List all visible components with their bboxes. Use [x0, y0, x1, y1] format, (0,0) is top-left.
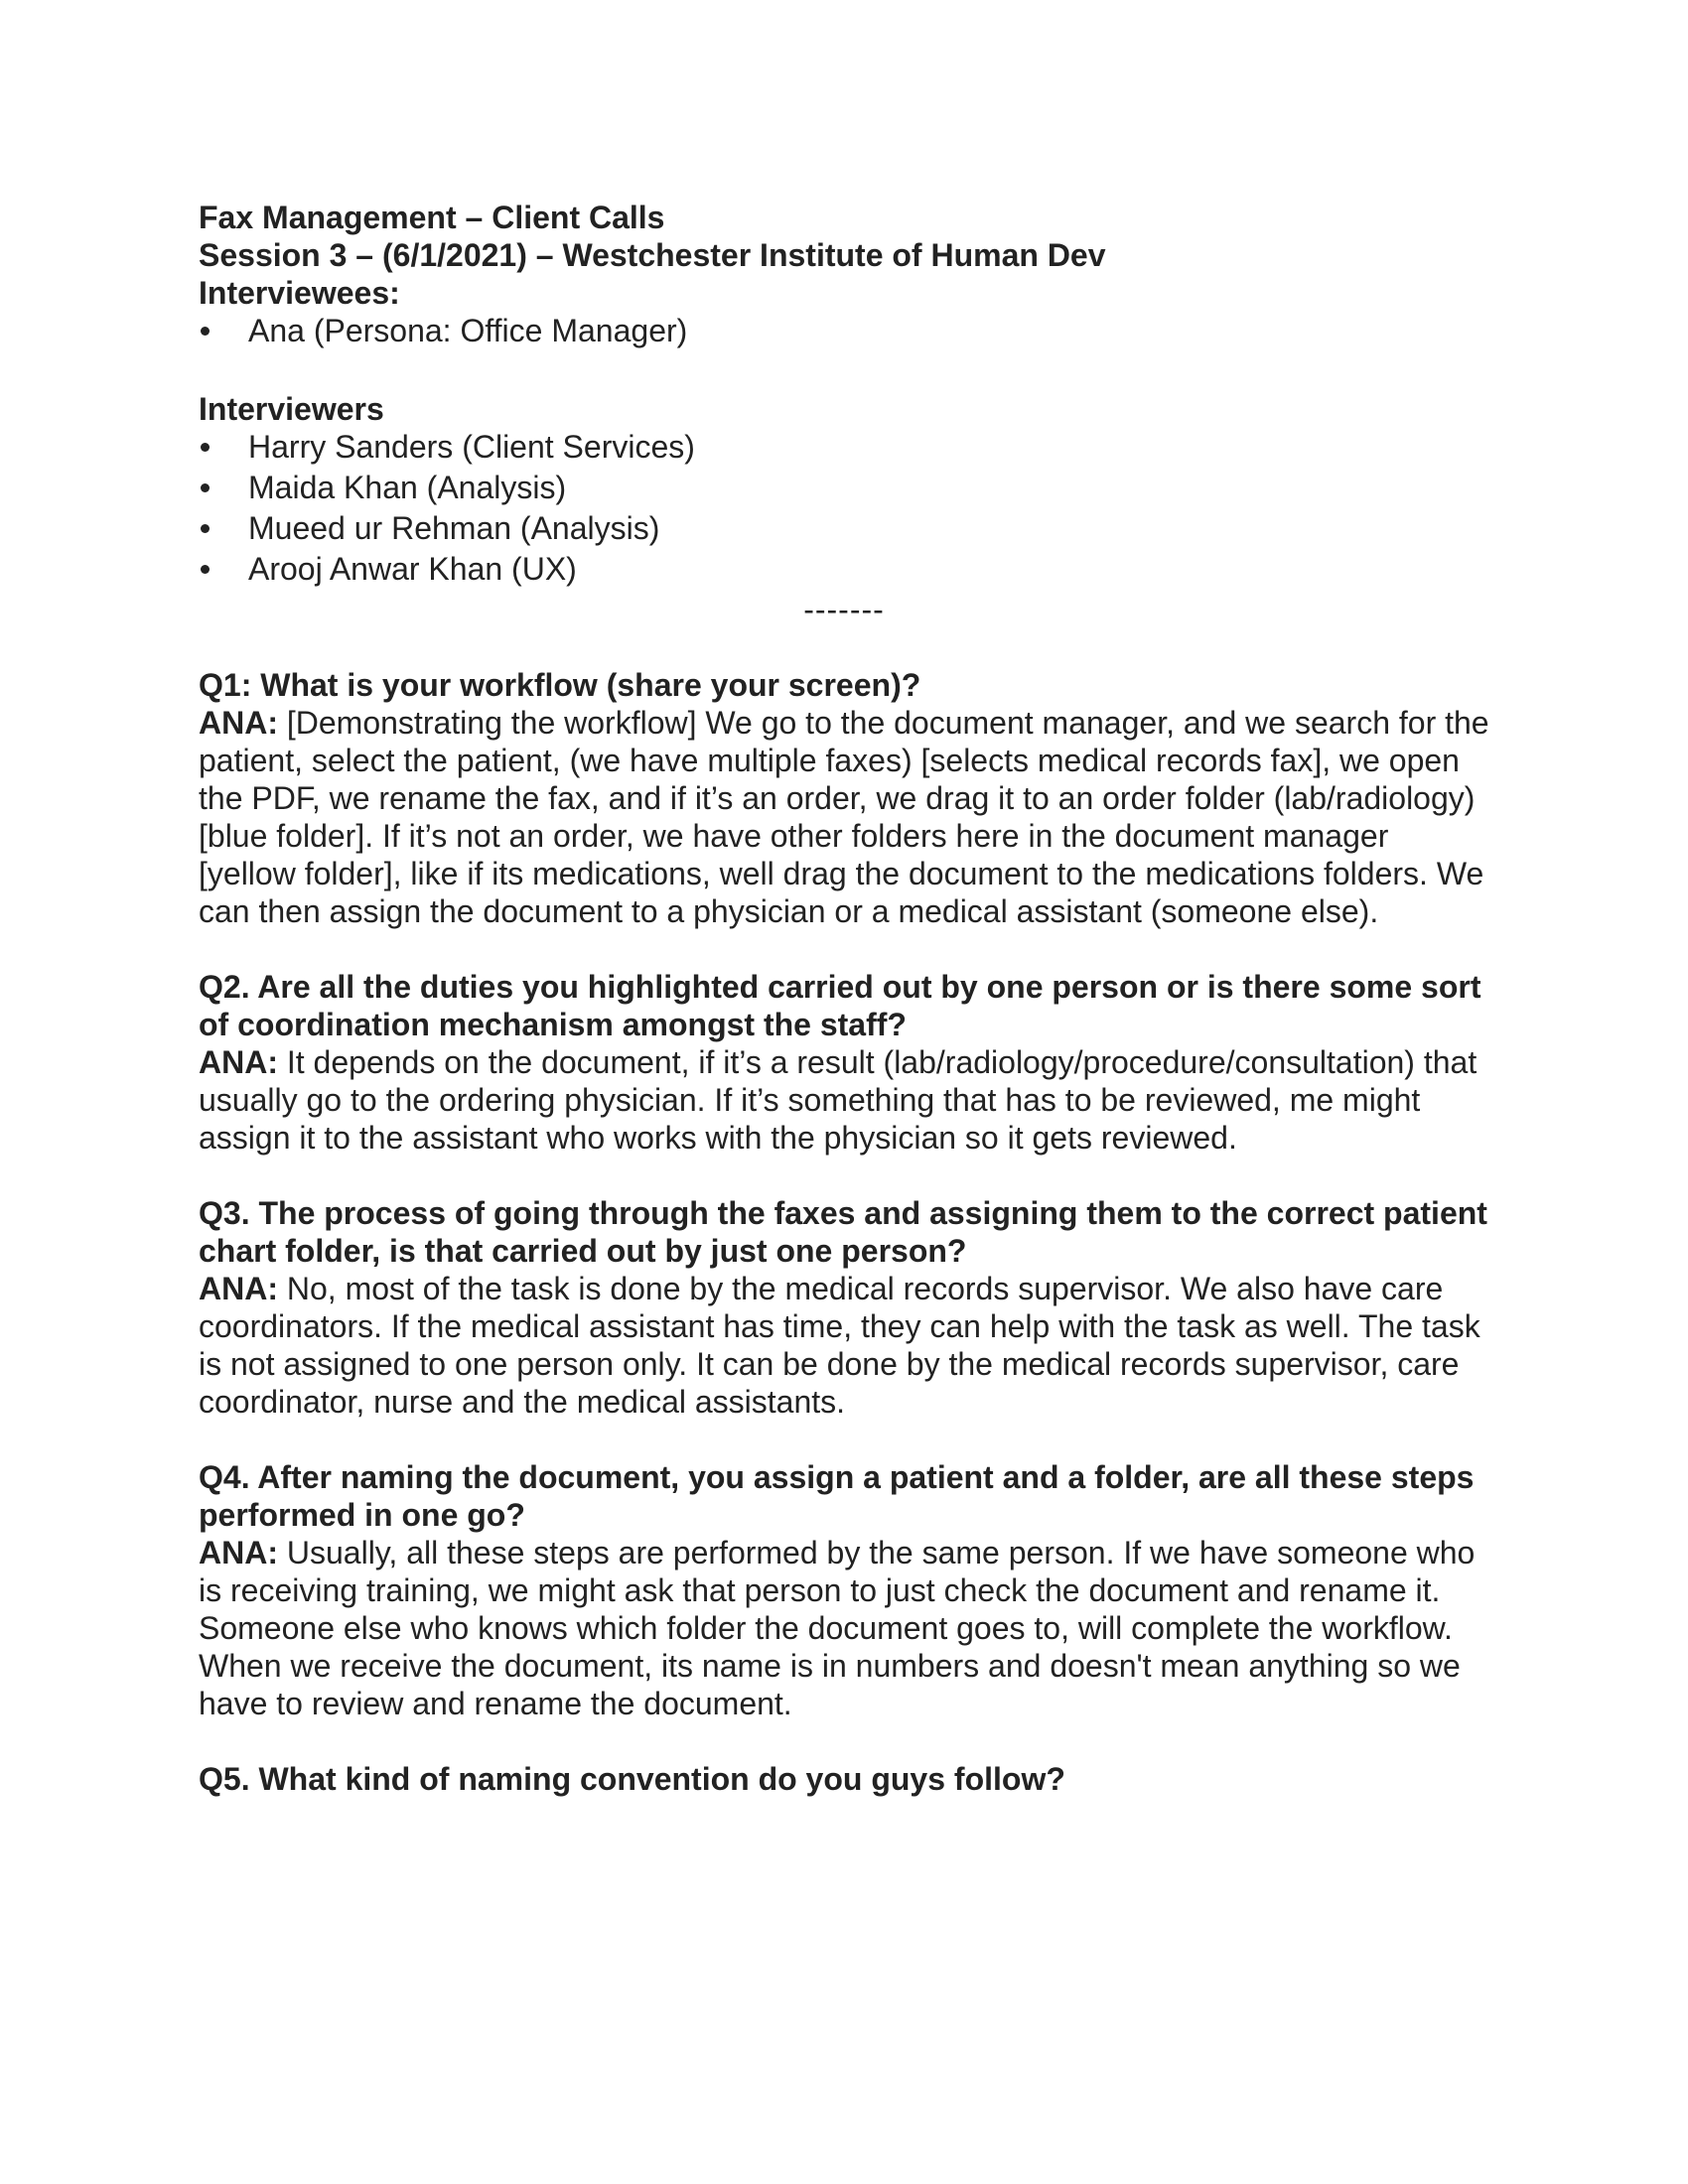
answer-text — [199, 1534, 1489, 1722]
question-text: Q2. Are all the duties you highlighted carried out by one person or is there some sort of coordination mechanism amongst the staff? — [199, 969, 1481, 1042]
list-item — [199, 312, 1489, 349]
answer-text — [199, 704, 1489, 930]
speaker-label: ANA: — [199, 705, 278, 741]
interviewers-list — [199, 428, 1489, 588]
speaker-label: ANA: — [199, 1271, 278, 1306]
list-item-text: Arooj Anwar Khan (UX) — [248, 551, 577, 587]
bullet-icon — [201, 524, 210, 533]
answer-body: Usually, all these steps are performed by the same person. If we have someone who is receiving training, we might ask that person to just check the document and rename it. Someone else who knows which folder the document goes to, will complete the workflow. When we receive the document, its name is in numbers and doesn't mean anything so we have to review and rename the document. — [199, 1535, 1476, 1721]
question-text: Q5. What kind of naming convention do you guys follow? — [199, 1761, 1065, 1797]
qa-block-3 — [199, 1194, 1489, 1421]
list-item-text: Harry Sanders (Client Services) — [248, 429, 695, 465]
answer-text — [199, 1270, 1489, 1421]
list-item-text: Ana (Persona: Office Manager) — [248, 313, 688, 348]
interviewers-heading: Interviewers — [199, 391, 384, 427]
bullet-icon — [201, 565, 210, 574]
speaker-label: ANA: — [199, 1044, 278, 1080]
list-item — [199, 469, 1489, 506]
bullet-icon — [201, 483, 210, 492]
speaker-label: ANA: — [199, 1535, 278, 1570]
list-item-text: Mueed ur Rehman (Analysis) — [248, 510, 660, 546]
answer-body: It depends on the document, if it’s a result (lab/radiology/procedure/consultation) that usually go to the ordering physician. If it’s something that has to be reviewed, me might assign it to the assistant who works with the physician so it gets reviewed. — [199, 1044, 1477, 1156]
session-prefix: Session 3 – (6/1/2021) – — [199, 237, 563, 273]
session-org: Westchester Institute of Human Dev — [562, 237, 1106, 273]
answer-body: [Demonstrating the workflow] We go to the document manager, and we search for the patient, select the patient, (we have multiple faxes) [selects medical records fax], we open the PDF, we rename the fax, and if it’s an order, we drag it to an order folder (lab/radiology) [blue folder]. If it’s not an order, we have other folders here in the document manager [yellow folder], like if its medications, well drag the document to the medications folders. We can then assign the document to a physician or a medical assistant (someone else). — [199, 705, 1489, 929]
list-item-text: Maida Khan (Analysis) — [248, 470, 567, 505]
list-item — [199, 509, 1489, 547]
section-divider: ------- — [803, 592, 885, 627]
interviewees-list — [199, 312, 1489, 349]
qa-block-4 — [199, 1458, 1489, 1722]
document-page — [199, 199, 1489, 1836]
question-text: Q4. After naming the document, you assign a patient and a folder, are all these steps performed in one go? — [199, 1459, 1475, 1533]
question-text: Q3. The process of going through the faxes and assigning them to the correct patient chart folder, is that carried out by just one person? — [199, 1195, 1487, 1269]
qa-block-5 — [199, 1760, 1489, 1798]
bullet-icon — [201, 327, 210, 336]
list-item — [199, 428, 1489, 466]
session-line — [199, 236, 1489, 274]
interviewees-heading: Interviewees: — [199, 275, 400, 311]
bullet-icon — [201, 443, 210, 452]
qa-block-2 — [199, 968, 1489, 1157]
list-item — [199, 550, 1489, 588]
question-text: Q1: What is your workflow (share your screen)? — [199, 667, 921, 703]
answer-text — [199, 1043, 1489, 1157]
answer-body: No, most of the task is done by the medical records supervisor. We also have care coordinators. If the medical assistant has time, they can help with the task as well. The task is not assigned to one person only. It can be done by the medical records supervisor, care coordinator, nurse and the medical assistants. — [199, 1271, 1480, 1420]
qa-block-1 — [199, 666, 1489, 930]
document-title: Fax Management – Client Calls — [199, 200, 665, 235]
